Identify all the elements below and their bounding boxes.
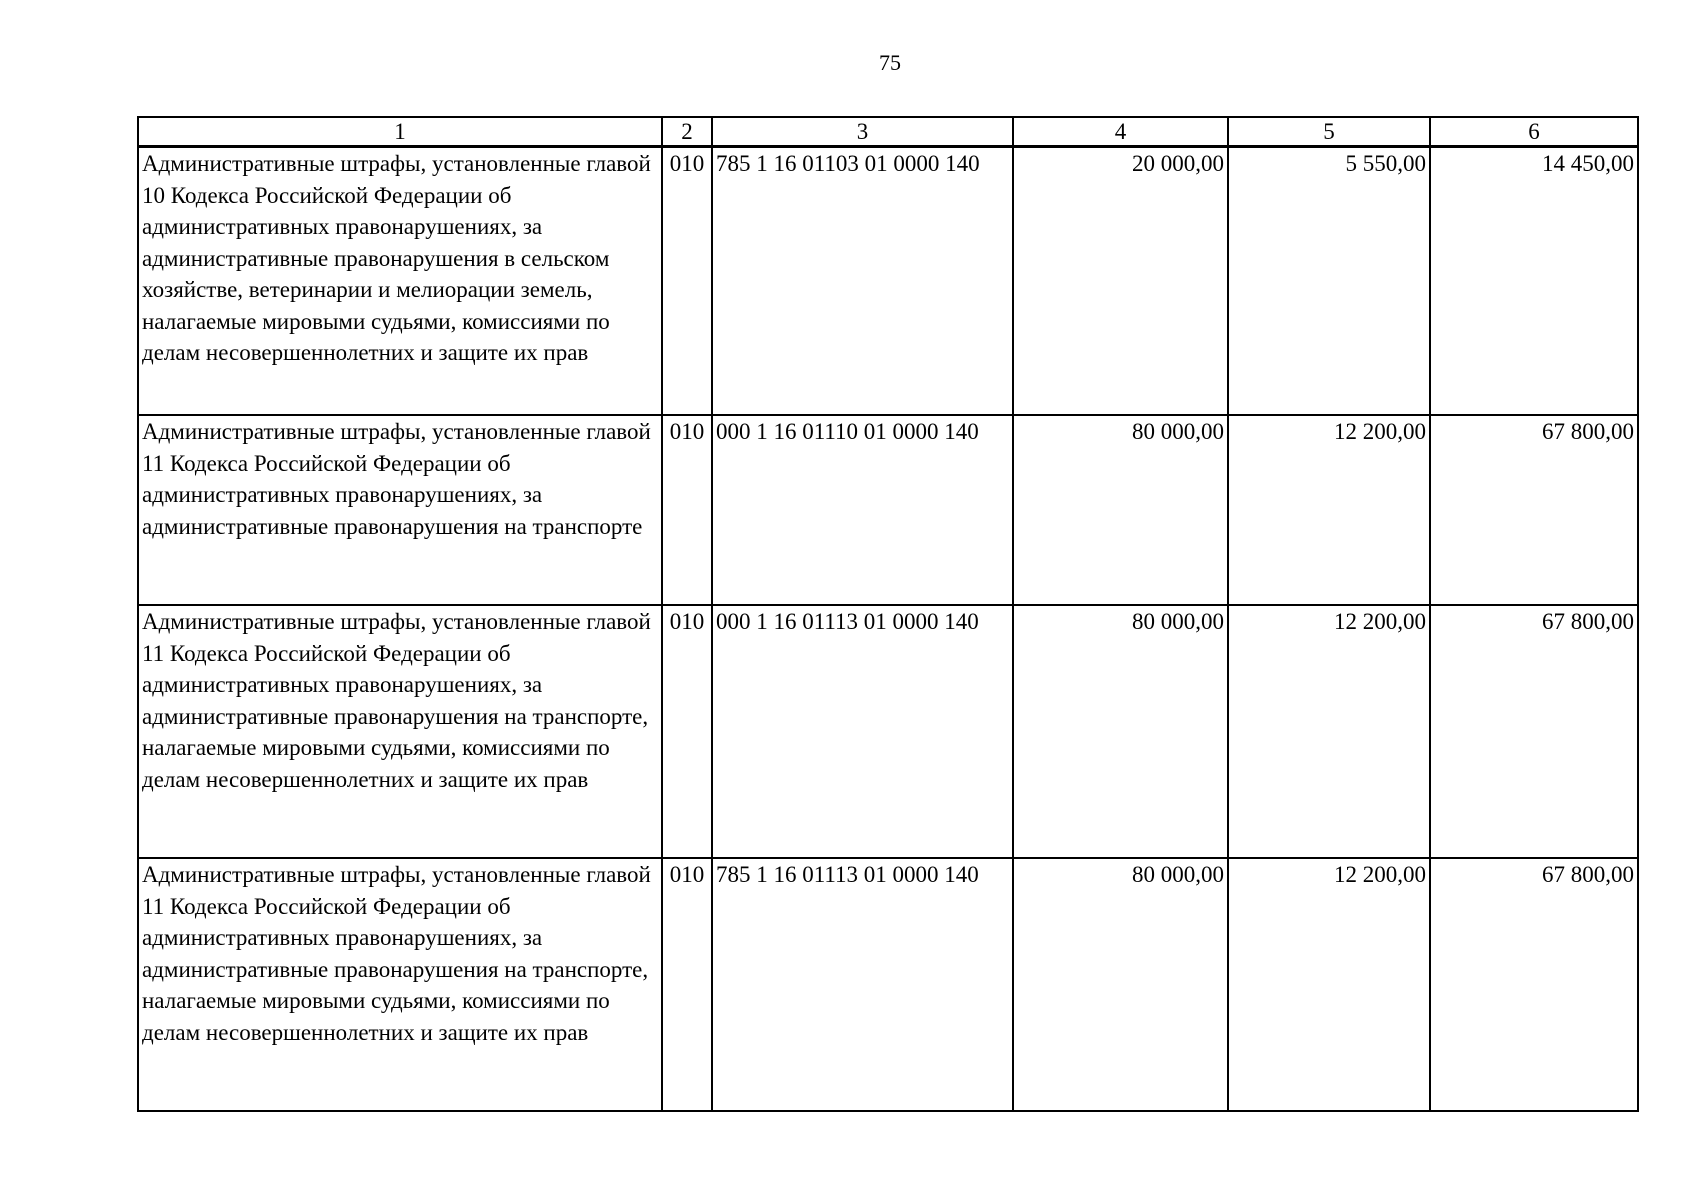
cell-approved: 80 000,00 xyxy=(1013,605,1228,858)
cell-name: Административные штрафы, установленные главой 11 Кодекса Российской Федерации об административных правонарушениях, за административные правонарушения на транспорте, налагаемые мировыми судьями, комиссиями по делам несовершеннолетних и защите их прав xyxy=(138,605,662,858)
budget-table xyxy=(137,116,1639,1112)
table-header-row xyxy=(138,117,1638,147)
cell-line-code: 010 xyxy=(662,605,712,858)
cell-income-code: 785 1 16 01103 01 0000 140 xyxy=(712,147,1013,416)
cell-income-code: 000 1 16 01113 01 0000 140 xyxy=(712,605,1013,858)
cell-line-code: 010 xyxy=(662,415,712,605)
cell-income-code: 785 1 16 01113 01 0000 140 xyxy=(712,858,1013,1111)
header-col-3: 3 xyxy=(712,117,1013,147)
cell-line-code: 010 xyxy=(662,858,712,1111)
cell-income-code: 000 1 16 01110 01 0000 140 xyxy=(712,415,1013,605)
cell-executed: 12 200,00 xyxy=(1228,605,1430,858)
cell-executed: 12 200,00 xyxy=(1228,415,1430,605)
page-number: 75 xyxy=(879,50,901,75)
cell-name: Административные штрафы, установленные главой 11 Кодекса Российской Федерации об административных правонарушениях, за административные правонарушения на транспорте xyxy=(138,415,662,605)
cell-approved: 80 000,00 xyxy=(1013,415,1228,605)
cell-approved: 80 000,00 xyxy=(1013,858,1228,1111)
table-row xyxy=(138,858,1638,1111)
cell-line-code: 010 xyxy=(662,147,712,416)
cell-approved: 20 000,00 xyxy=(1013,147,1228,416)
header-col-1: 1 xyxy=(138,117,662,147)
cell-executed: 5 550,00 xyxy=(1228,147,1430,416)
header-col-2: 2 xyxy=(662,117,712,147)
cell-name: Административные штрафы, установленные главой 10 Кодекса Российской Федерации об административных правонарушениях, за административные правонарушения в сельском хозяйстве, ветеринарии и мелиорации земель, налагаемые мировыми судьями, комиссиями по делам несовершеннолетних и защите их прав xyxy=(138,147,662,416)
cell-name: Административные штрафы, установленные главой 11 Кодекса Российской Федерации об административных правонарушениях, за административные правонарушения на транспорте, налагаемые мировыми судьями, комиссиями по делам несовершеннолетних и защите их прав xyxy=(138,858,662,1111)
cell-unexecuted: 67 800,00 xyxy=(1430,605,1638,858)
cell-executed: 12 200,00 xyxy=(1228,858,1430,1111)
table-row xyxy=(138,415,1638,605)
cell-unexecuted: 14 450,00 xyxy=(1430,147,1638,416)
cell-unexecuted: 67 800,00 xyxy=(1430,415,1638,605)
header-col-6: 6 xyxy=(1430,117,1638,147)
table-row xyxy=(138,147,1638,416)
header-col-4: 4 xyxy=(1013,117,1228,147)
header-col-5: 5 xyxy=(1228,117,1430,147)
cell-unexecuted: 67 800,00 xyxy=(1430,858,1638,1111)
table-row xyxy=(138,605,1638,858)
